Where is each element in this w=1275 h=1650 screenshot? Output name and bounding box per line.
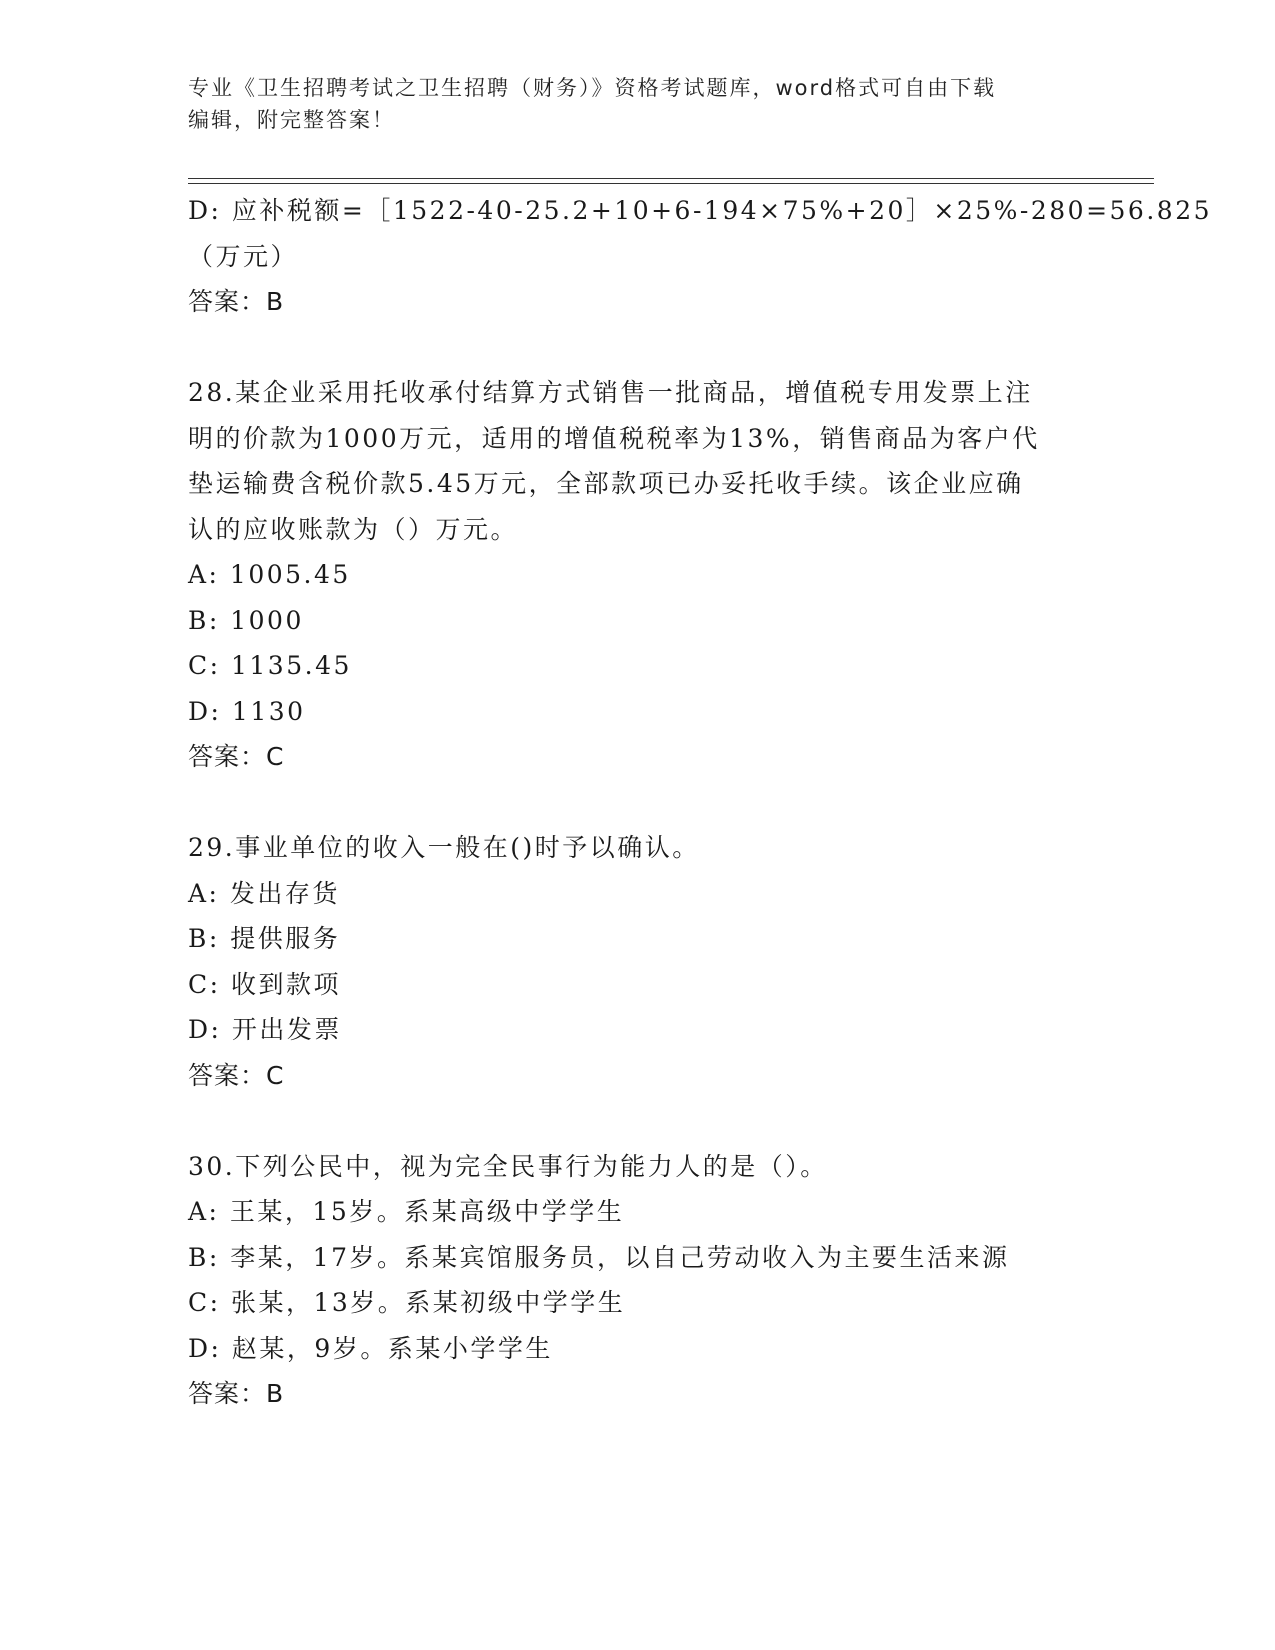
- option-b: B: 1000: [188, 605, 304, 635]
- answer: 答案：C: [188, 1060, 285, 1090]
- header-divider-bottom: [188, 183, 1154, 184]
- question-stem-line: 28.某企业采用托收承付结算方式销售一批商品，增值税专用发票上注: [188, 378, 1033, 407]
- option-d: D: 开出发票: [188, 1015, 342, 1044]
- spacer: [188, 1098, 1088, 1144]
- page-header: [188, 72, 1068, 136]
- option-d: D: 赵某，9岁。系某小学学生: [188, 1333, 553, 1363]
- option-b: B: 李某，17岁。系某宾馆服务员，以自己劳动收入为主要生活来源: [188, 1242, 1010, 1272]
- prev-option-d-line-2: （万元）: [188, 241, 299, 271]
- option-c: C: 收到款项: [188, 969, 341, 999]
- option-a: A: 发出存货: [188, 878, 340, 908]
- option-c: C: 张某，13岁。系某初级中学学生: [188, 1288, 626, 1317]
- question-content: [188, 188, 1213, 1417]
- question-30: [188, 1144, 1088, 1417]
- spacer: [188, 325, 1088, 371]
- header-line-2: 编辑，附完整答案！: [188, 108, 395, 132]
- question-stem-line: 垫运输费含税价款5.45万元，全部款项已办妥托收手续。该企业应确: [188, 469, 1024, 498]
- prev-option-d-line-1: D: 应补税额=［1522-40-25.2+10+6-194×75%+20］×25%-280=56.825: [188, 196, 1213, 225]
- header-divider-top: [188, 178, 1154, 179]
- question-stem-line: 明的价款为1000万元，适用的增值税税率为13%，销售商品为客户代: [188, 423, 1040, 453]
- option-a: A: 王某，15岁。系某高级中学学生: [188, 1197, 625, 1226]
- prev-answer: 答案：B: [188, 287, 285, 316]
- question-stem-line: 29.事业单位的收入一般在()时予以确认。: [188, 833, 700, 862]
- answer: 答案：B: [188, 1379, 285, 1408]
- spacer: [188, 780, 1088, 826]
- question-29: [188, 825, 1088, 1098]
- option-c: C: 1135.45: [188, 651, 352, 680]
- header-line-1: 专业《卫生招聘考试之卫生招聘（财务）》资格考试题库，word格式可自由下载: [188, 76, 997, 100]
- option-a: A: 1005.45: [188, 560, 351, 589]
- question-28: [188, 370, 1088, 780]
- question-stem-line: 认的应收账款为（）万元。: [188, 514, 519, 544]
- question-stem-line: 30.下列公民中，视为完全民事行为能力人的是（）。: [188, 1151, 828, 1181]
- option-d: D: 1130: [188, 696, 306, 726]
- option-b: B: 提供服务: [188, 924, 341, 953]
- answer: 答案：C: [188, 742, 285, 771]
